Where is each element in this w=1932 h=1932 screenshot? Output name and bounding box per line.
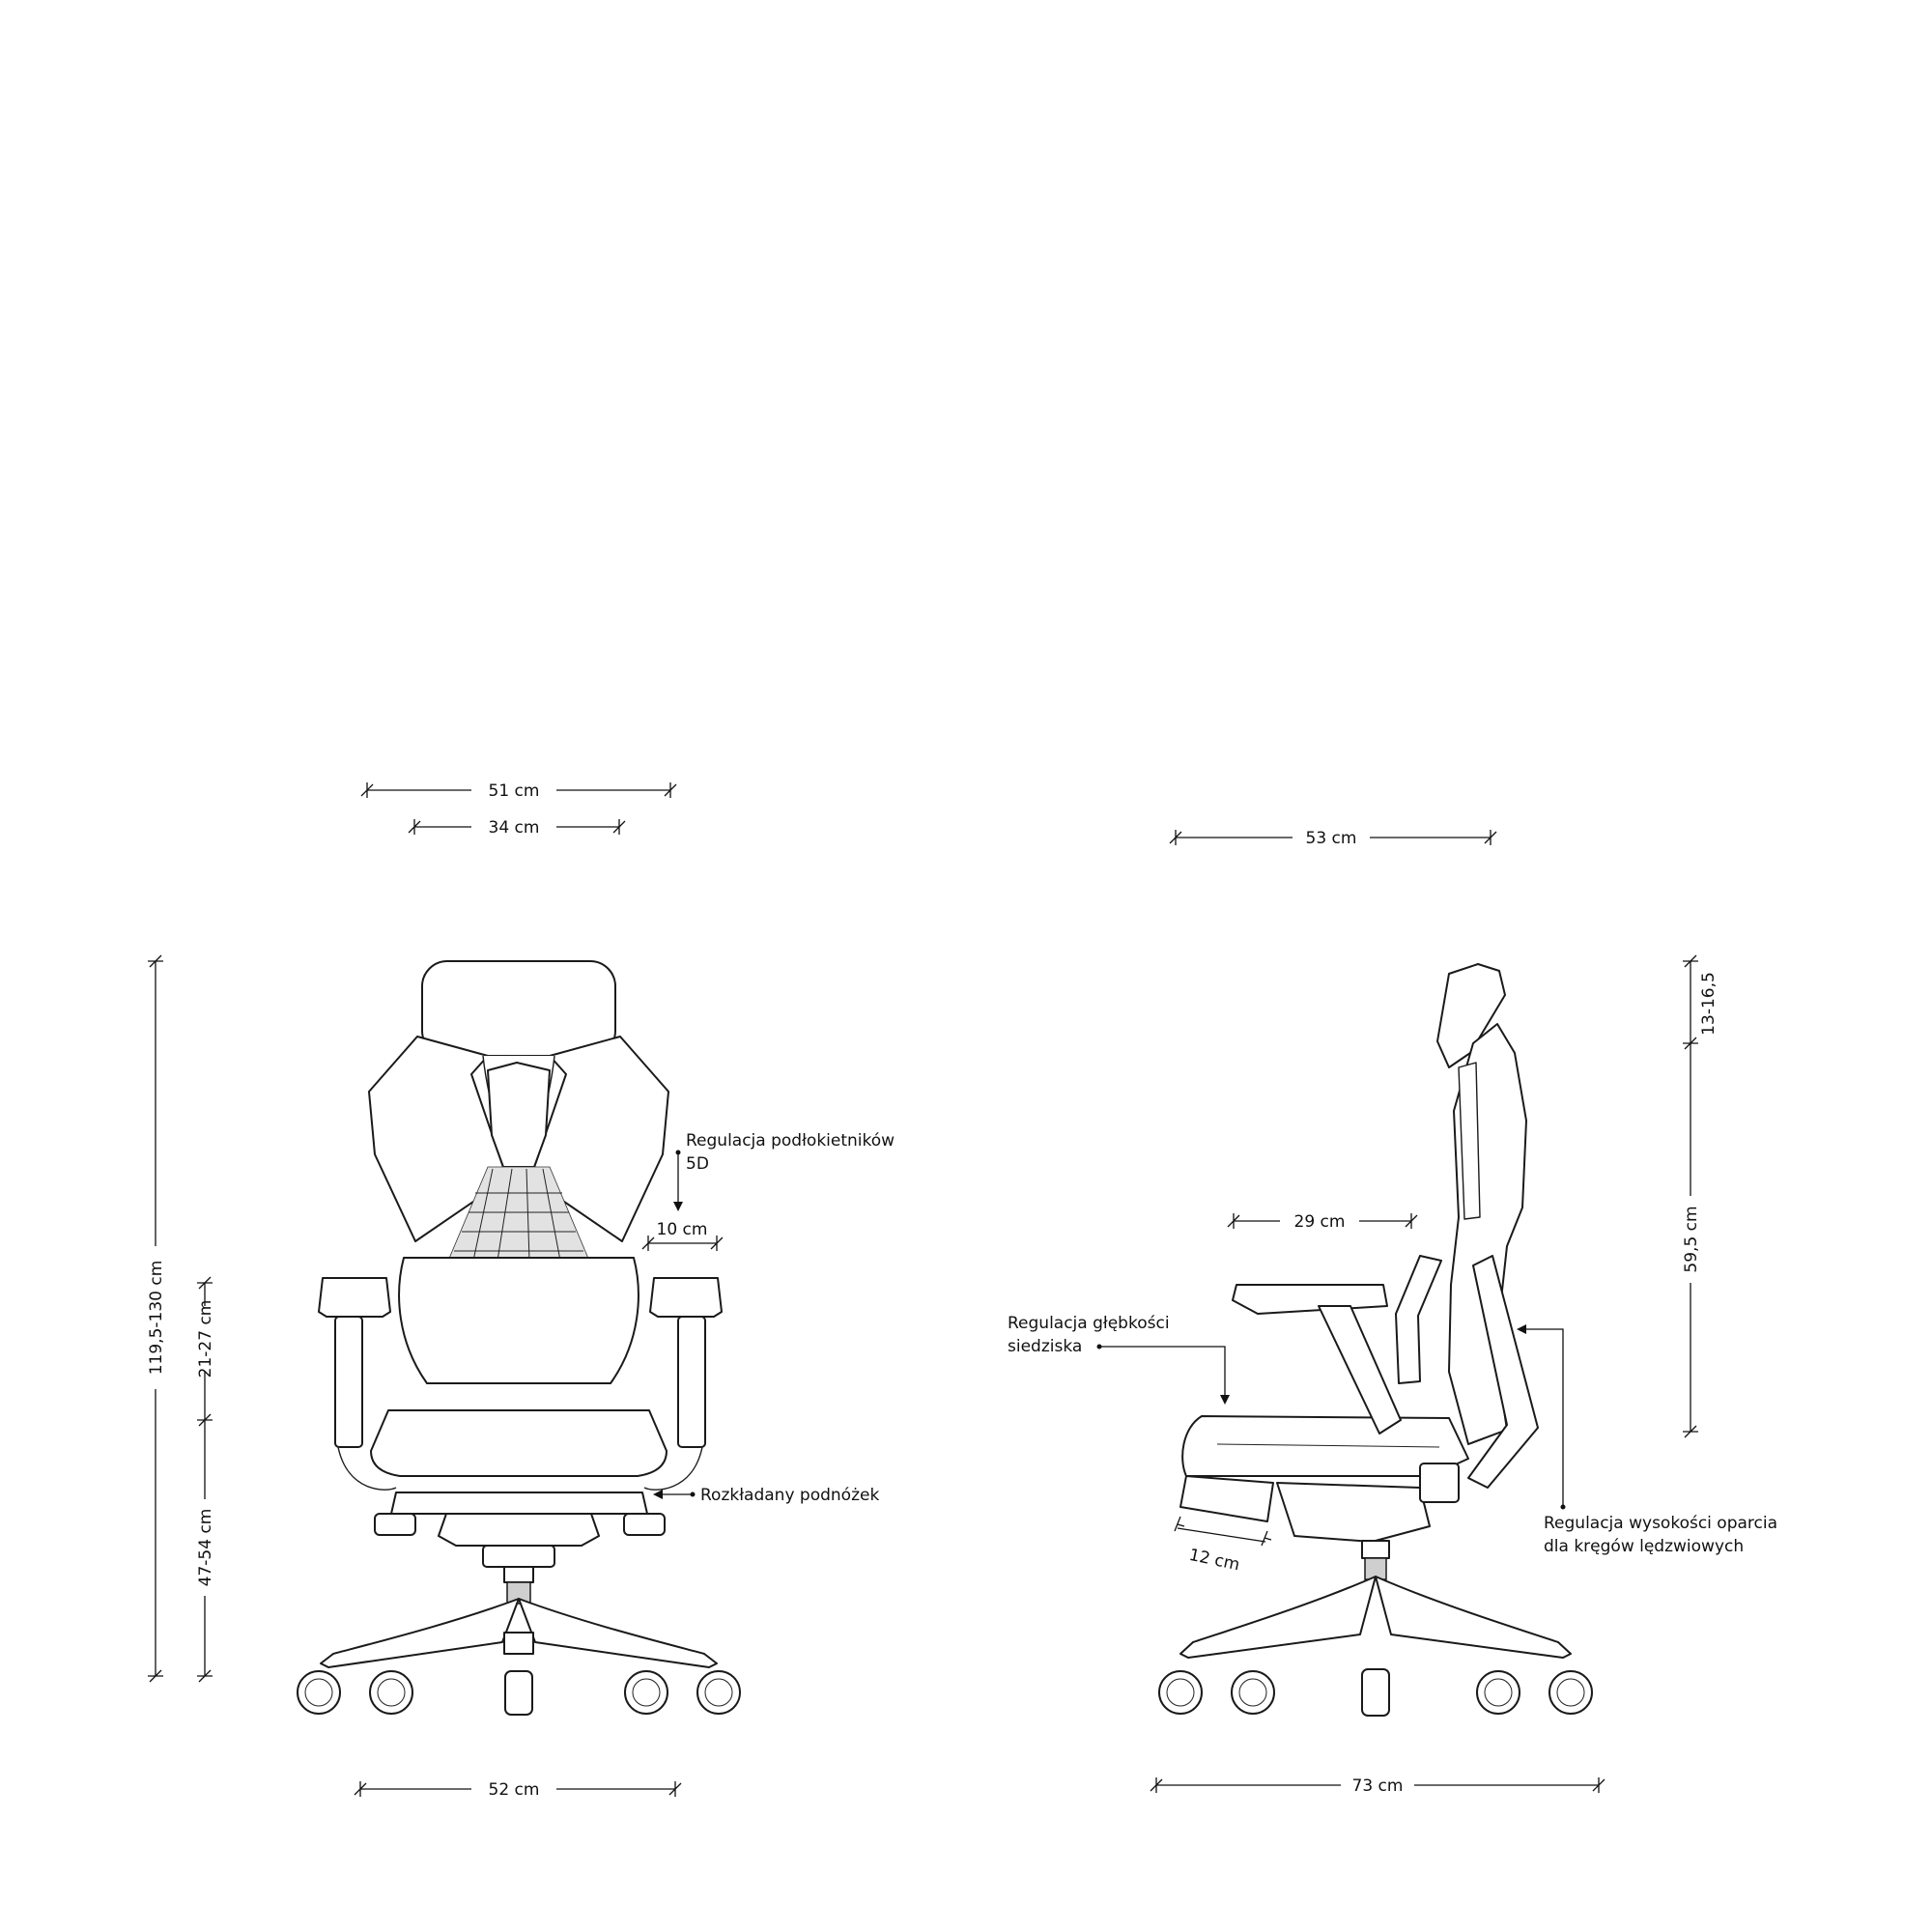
dim-59.5cm [1682,1043,1701,1437]
dim-51cm-label: 51 cm [488,781,540,801]
dim-12cm-label: 12 cm [1187,1545,1242,1576]
side-footrest [1180,1476,1273,1521]
dim-59.5cm-label: 59,5 cm [1682,1206,1701,1273]
side-view-chair [1159,964,1592,1716]
side-gas-cylinder [1362,1541,1389,1558]
note-lumbar-adjustment [1517,1324,1777,1556]
dim-53cm [1170,829,1496,848]
note-footrest-label: Rozkładany podnóżek [700,1486,880,1505]
dim-34cm [409,818,625,838]
dim-47-54cm [196,1420,215,1682]
dim-29cm-label: 29 cm [1293,1212,1346,1232]
front-left-armrest [319,1278,390,1317]
note-seat-depth-line1: Regulacja głębkości [1008,1314,1170,1333]
dim-52cm-label: 52 cm [488,1780,540,1800]
front-view-chair [298,961,740,1715]
note-seat-depth-adjustment [1008,1314,1230,1405]
note-seat-depth-line2: siedziska [1008,1337,1083,1356]
front-seat [371,1410,667,1476]
note-lumbar-line1: Regulacja wysokości oparcia [1544,1514,1778,1533]
note-armrest-adjustment [673,1131,895,1211]
front-gas-cylinder [504,1567,533,1582]
front-base [321,1599,519,1667]
side-armrest [1233,1285,1387,1314]
note-armrest-line1: Regulacja podłokietników [686,1131,895,1151]
dim-13-16.5-label: 13-16,5 [1699,972,1719,1036]
dim-51cm [361,781,676,801]
front-headrest [422,961,615,1056]
dim-21-27cm [196,1277,215,1426]
front-casters [298,1671,740,1715]
dim-52cm [355,1780,681,1800]
dim-29cm [1228,1212,1417,1232]
dim-119-130cm-label: 119,5-130 cm [147,1260,166,1376]
dim-10cm-label: 10 cm [656,1220,708,1239]
side-base [1180,1577,1376,1658]
side-lumbar-support [1396,1256,1441,1383]
dim-21-27cm-label: 21-27 cm [196,1299,215,1378]
dim-12cm [1175,1517,1271,1575]
dim-10cm [642,1220,723,1251]
front-footrest [391,1492,647,1514]
dim-53cm-label: 53 cm [1305,829,1357,848]
note-footrest [653,1486,879,1505]
dim-13-16.5 [1683,955,1719,1049]
dim-73cm [1151,1776,1605,1796]
dim-73cm-label: 73 cm [1351,1776,1404,1796]
front-right-armrest [650,1278,722,1317]
side-casters [1159,1669,1592,1716]
dim-119-130cm [147,955,166,1682]
dim-34cm-label: 34 cm [488,818,540,838]
note-lumbar-line2: dla kręgów lędzwiowych [1544,1537,1745,1556]
note-armrest-line2: 5D [686,1154,709,1174]
front-lumbar-cushion [399,1258,639,1383]
dim-47-54cm-label: 47-54 cm [196,1508,215,1587]
